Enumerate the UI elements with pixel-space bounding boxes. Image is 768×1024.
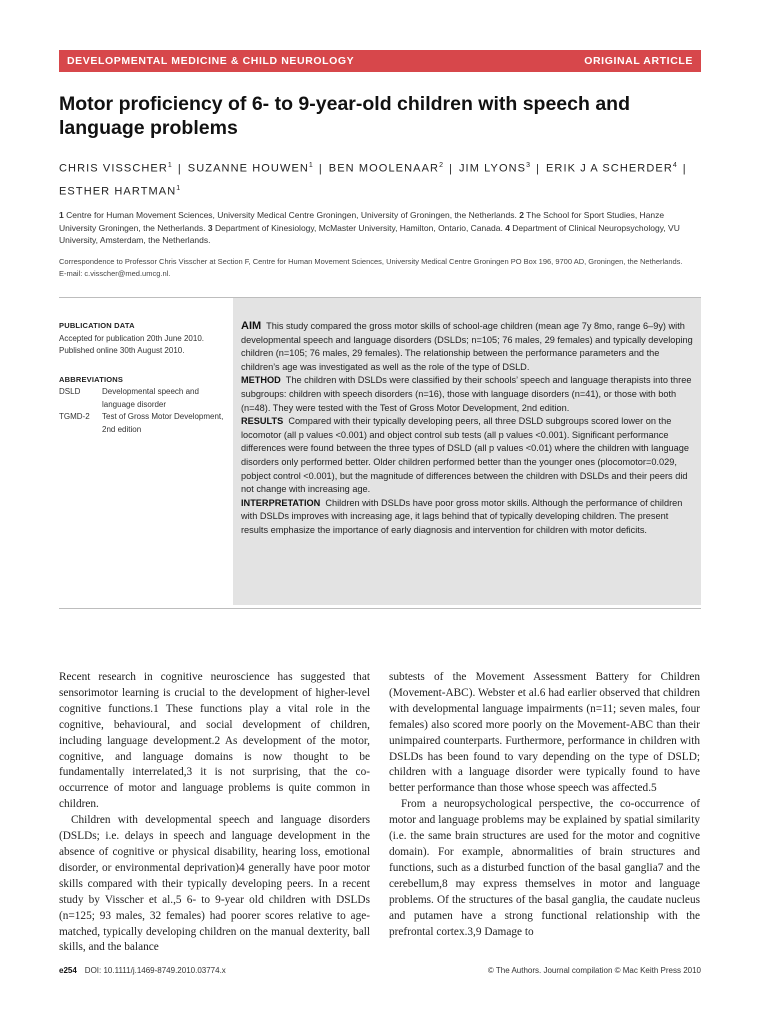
body-column-right [389,670,700,940]
abbreviation-definition: Developmental speech and language disorder [102,387,199,409]
article-type: ORIGINAL ARTICLE [584,55,693,67]
abbreviation-term: TGMD-2 [59,412,90,421]
correspondence-block [59,256,699,280]
abbreviations-heading: ABBREVIATIONS [59,374,124,384]
author: ESTHER HARTMAN [59,185,177,198]
body-column-left [59,670,370,956]
abbreviation-row [59,386,231,411]
author: ERIK J A SCHERDER [545,162,673,175]
affiliation-text: Centre for Human Movement Sciences, University Medical Centre Groningen, University of Groningen, the Netherlands. [66,210,517,220]
correspondence-address: Correspondence to Professor Chris Visscher at Section F, Centre for Human Movement Sciences, University Medical Centre Groningen PO Box 196, 9700 AD, Groningen, the Netherlands. [59,257,683,266]
abstract-box [233,298,701,605]
body-paragraph: Recent research in cognitive neuroscience has suggested that sensorimotor learning is crucial to the development of higher-level cognitive functions.1 These functions play a vital role in the cognitive, behavioural, and social development of children, including language development.2 As development of the motor, cognitive, and language domains is now thought to be fundamentally interrelated,3 it is not surprising, that the co-occurrence of motor and language problems is quite common in children. [59,671,370,811]
article-title: Motor proficiency of 6- to 9-year-old children with speech and language problems [59,93,630,139]
author-affiliation-mark: 3 [526,162,530,169]
affiliation-text: Department of Clinical Neuropsychology, VU University, Amsterdam, the Netherlands. [59,222,680,245]
abstract-label: RESULTS [241,416,284,427]
page-number: e254 [59,966,77,975]
body-paragraph: subtests of the Movement Assessment Battery for Children (Movement-ABC). Webster et al.6 had earlier observed that children with developmental language impairments (n=11; seven males, four females) also scored more poorly on the Movement-ABC than their unimpaired counterparts. Furthermore, performance in children with DSLDs has been found to vary depending on the type of DSLD; children with a language disorder were typically found to have better performance than those whose speech was affected.5 [389,671,700,795]
abstract-method [241,374,693,415]
abbreviation-row [59,411,231,436]
abstract-text: This study compared the gross motor skills of school-age children (mean age 7y 8mo, range 6–9y) with developmental speech and language disorders (DSLDs; n=105; 76 males, 29 females) and typically developing children (n=105; 76 males, 29 females). The relationship between the performance parameters and the children’s age was investigated as well as the role of the type of DSLD. [241,321,693,372]
abstract-text: The children with DSLDs were classified by their schools’ speech and language therapists into three subgroups: children with speech disorders (n=16), those with language disorders (n=41), or those with both (n=48). They were tested with the Test of Gross Motor Development, 2nd edition. [241,375,692,413]
author-list: CHRIS VISSCHER$^1$ | SUZANNE HOUWEN$^1$ | BEN MOOLENAAR$^2$ | JIM LYONS$^3$ | ERIK J A SCHERDER$^4$ | ESTHER HARTMAN$^1$ [59,162,687,198]
copyright: © The Authors. Journal compilation © Mac Keith Press 2010 [487,966,701,975]
body-paragraph: Children with developmental speech and language disorders (DSLDs; i.e. delays in speech and language development in the absence of cognitive or physical disability, hearing loss, emotional disorder, or environmental deprivation)4 generally have poor motor skills compared with their typically developing peers. In a recent study by Visscher et al.,5 6- to 9-year old children with DSLDs (n=125; 93 males, 32 females) had poorer scores relative to age-matched, typically developing children on the manual dexterity, ball skills, and the balance [59,814,370,954]
abstract-text: Children with DSLDs have poor gross motor skills. Although the performance of children with DSLDs improves with increasing age, it lags behind that of typically developing children. The present results emphasize the importance of early diagnosis and intervention for children with motor deficits. [241,497,683,535]
correspondence-email: E-mail: c.visscher@med.umcg.nl. [59,269,171,278]
author: CHRIS VISSCHER [59,162,168,175]
body-paragraph: From a neuropsychological perspective, the co-occurrence of motor and language problems may be explained by spatial similarity (i.e. the same brain structures are used for the motor and cognitive domain). For example, abnormalities of brain structures and functions, such as a disturbed function of the basal ganglia7 and the cerebellum,8 may express themselves in motor and language problems. Of the structures of the basal ganglia, the caudate nucleus and putamen have a strong functional relationship with the prefrontal cortex.3,9 Damage to [389,798,700,938]
author-affiliation-mark: 1 [176,184,181,192]
abbreviation-term: DSLD [59,387,81,396]
affiliation-number: 4 [505,222,510,233]
abstract-label: AIM [241,320,262,332]
author: JIM LYONS [458,162,527,175]
affiliations [59,209,699,247]
affiliation-number: 2 [519,210,524,220]
abstract-text: Compared with their typically developing peers, all three DSLD subgroups scored lower on the locomotor (all p values <0.001) and object control sub tests (all p values <0.001). Significant performance differences were found between the three types of DSLD (all p values <0.01) where the children with language disorders only performed better. Older children performed better than the younger ones (plocomotor=0.029, pobject control <0.001), but the magnitude of differences between the children with DSLDs and their peers did not change with increasing age. [241,416,689,495]
abstract-results [241,415,693,497]
affiliation-number: 1 [59,210,64,220]
journal-name: DEVELOPMENTAL MEDICINE & CHILD NEUROLOGY [67,55,355,67]
author-affiliation-mark: 4 [672,162,677,169]
publication-data-heading: PUBLICATION DATA [59,321,135,330]
published-date: Published online 30th August 2010. [59,346,185,355]
abstract-label: METHOD [241,375,281,386]
affiliation-text: Department of Kinesiology, McMaster University, Hamilton, Ontario, Canada. [214,222,503,233]
author-affiliation-mark: 1 [167,162,172,169]
journal-header-bar [59,50,701,72]
footer-left [59,966,226,975]
page-footer [59,966,701,975]
accepted-date: Accepted for publication 20th June 2010. [59,333,204,343]
affiliation-text: The School for Sport Studies, Hanze University Groningen, the Netherlands. [59,210,665,233]
author-affiliation-mark: 2 [439,162,443,169]
author: SUZANNE HOUWEN [187,162,309,175]
doi: DOI: 10.1111/j.1469-8749.2010.03774.x [84,966,226,975]
abbreviation-definition: Test of Gross Motor Development, 2nd edition [102,412,224,434]
author-affiliation-mark: 1 [308,162,313,169]
abstract-interpretation [241,497,693,538]
author: BEN MOOLENAAR [328,162,440,175]
abstract-label: INTERPRETATION [241,497,321,508]
divider [59,608,701,609]
abstract-aim [241,320,693,374]
affiliation-number: 3 [207,222,213,233]
article-sidebar [59,320,231,436]
